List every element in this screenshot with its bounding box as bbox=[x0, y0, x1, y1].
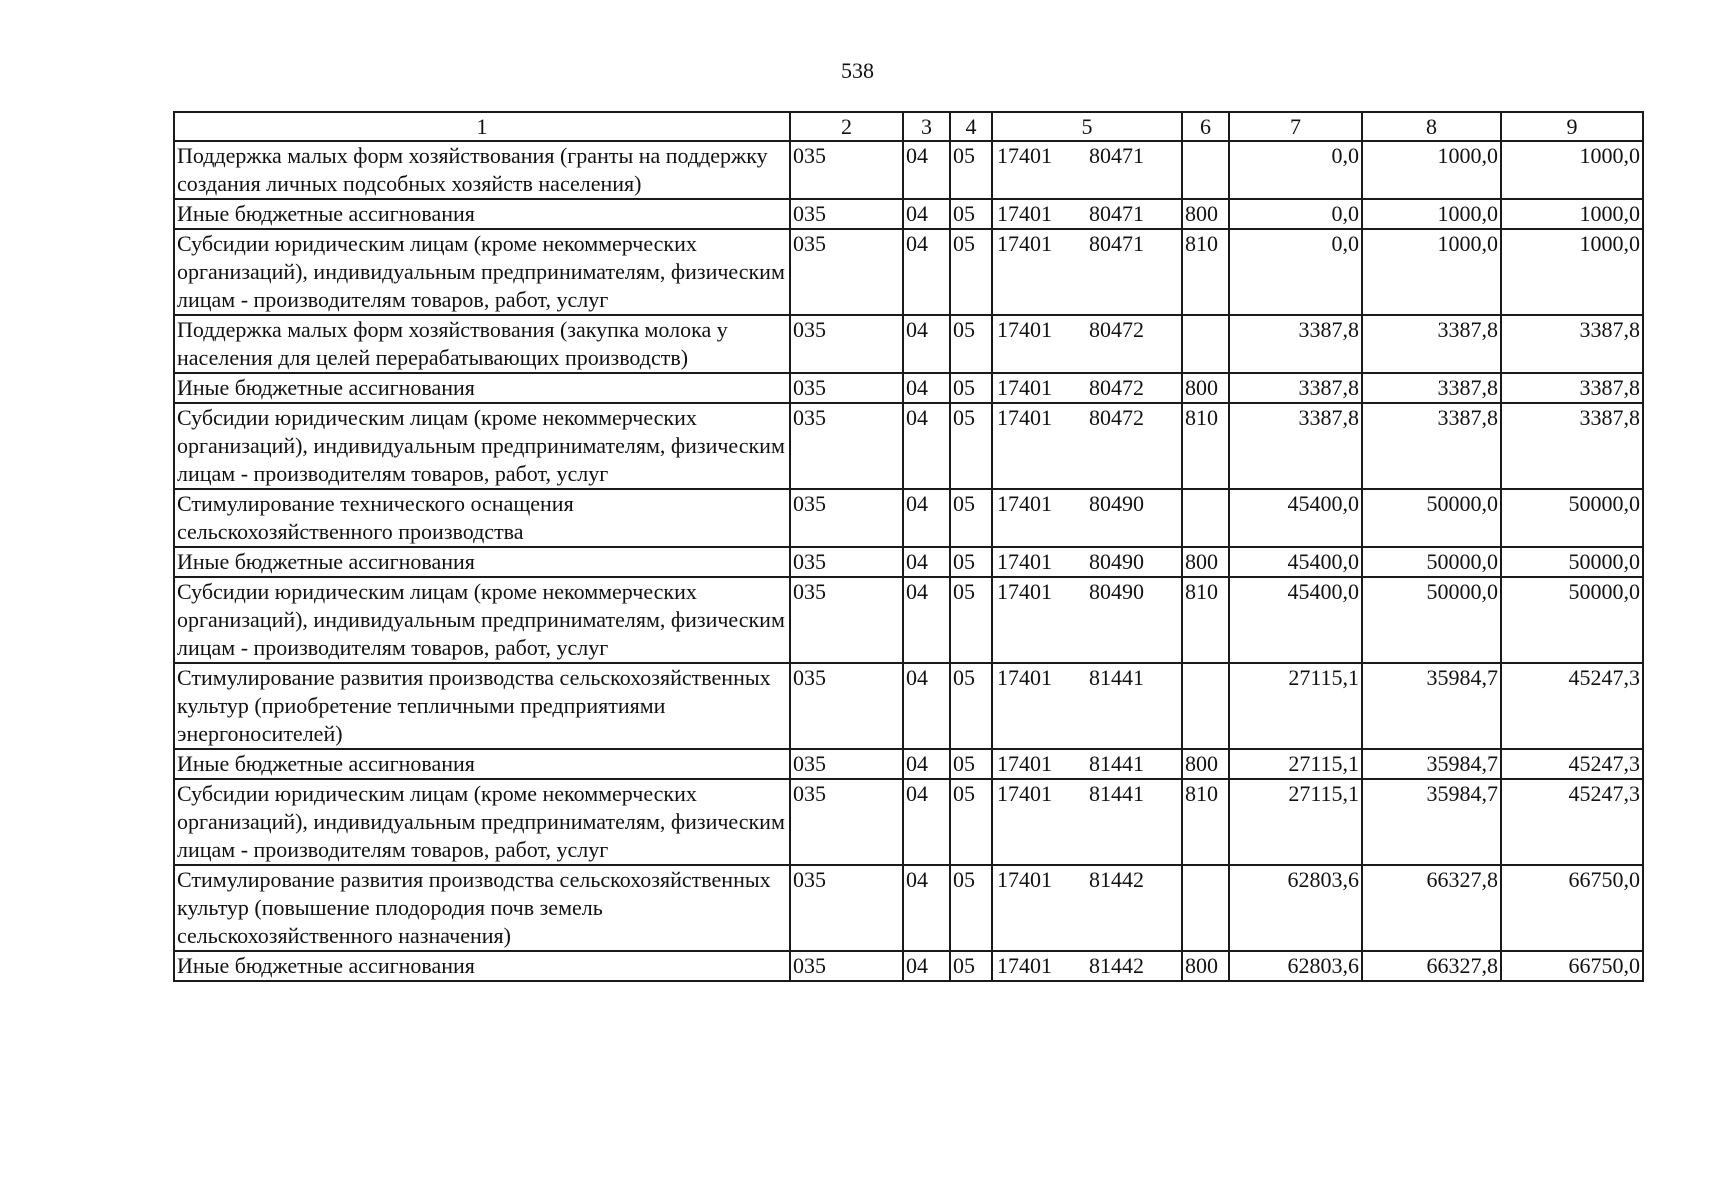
amount-col7: 0,0 bbox=[1229, 229, 1362, 315]
row-name: Стимулирование технического оснащения сельскохозяйственного производства bbox=[174, 489, 790, 547]
amount-col9: 50000,0 bbox=[1501, 547, 1643, 577]
table-row bbox=[174, 547, 1643, 577]
amount-col8: 50000,0 bbox=[1362, 577, 1501, 663]
header-cell: 6 bbox=[1182, 112, 1229, 141]
target-article-part1: 17401 bbox=[997, 201, 1052, 226]
table-row bbox=[174, 489, 1643, 547]
amount-col9: 3387,8 bbox=[1501, 315, 1643, 373]
subsection-code: 05 bbox=[950, 749, 992, 779]
target-article-part2: 81441 bbox=[1089, 781, 1144, 806]
row-name: Субсидии юридическим лицам (кроме некоммерческих организаций), индивидуальным предпринимателям, физическим лицам - производителям товаров, работ, услуг bbox=[174, 779, 790, 865]
table-row bbox=[174, 779, 1643, 865]
header-cell: 7 bbox=[1229, 112, 1362, 141]
expense-type-code: 800 bbox=[1182, 749, 1229, 779]
subsection-code: 05 bbox=[950, 403, 992, 489]
subsection-code: 05 bbox=[950, 577, 992, 663]
row-name: Субсидии юридическим лицам (кроме некоммерческих организаций), индивидуальным предпринимателям, физическим лицам - производителям товаров, работ, услуг bbox=[174, 577, 790, 663]
amount-col9: 66750,0 bbox=[1501, 951, 1643, 981]
expense-type-code: 800 bbox=[1182, 951, 1229, 981]
subsection-code: 05 bbox=[950, 865, 992, 951]
header-row bbox=[174, 112, 1643, 141]
expense-type-code: 810 bbox=[1182, 403, 1229, 489]
section-code: 04 bbox=[903, 489, 950, 547]
expense-type-code bbox=[1182, 315, 1229, 373]
target-article-part1: 17401 bbox=[997, 867, 1052, 892]
target-article-code bbox=[992, 749, 1182, 779]
section-code: 04 bbox=[903, 403, 950, 489]
amount-col9: 3387,8 bbox=[1501, 403, 1643, 489]
amount-col9: 1000,0 bbox=[1501, 229, 1643, 315]
amount-col7: 3387,8 bbox=[1229, 373, 1362, 403]
expense-type-code bbox=[1182, 865, 1229, 951]
table-row bbox=[174, 951, 1643, 981]
table-row bbox=[174, 865, 1643, 951]
ministry-code: 035 bbox=[790, 141, 903, 199]
row-name: Иные бюджетные ассигнования bbox=[174, 373, 790, 403]
header-cell: 5 bbox=[992, 112, 1182, 141]
table-row bbox=[174, 403, 1643, 489]
row-name: Поддержка малых форм хозяйствования (закупка молока у населения для целей перерабатывающих производств) bbox=[174, 315, 790, 373]
ministry-code: 035 bbox=[790, 577, 903, 663]
target-article-part1: 17401 bbox=[997, 375, 1052, 400]
amount-col8: 35984,7 bbox=[1362, 779, 1501, 865]
expense-type-code: 800 bbox=[1182, 373, 1229, 403]
target-article-part1: 17401 bbox=[997, 549, 1052, 574]
amount-col7: 27115,1 bbox=[1229, 749, 1362, 779]
amount-col9: 45247,3 bbox=[1501, 779, 1643, 865]
amount-col7: 0,0 bbox=[1229, 199, 1362, 229]
target-article-part2: 80471 bbox=[1089, 201, 1144, 226]
section-code: 04 bbox=[903, 577, 950, 663]
amount-col8: 3387,8 bbox=[1362, 403, 1501, 489]
ministry-code: 035 bbox=[790, 403, 903, 489]
subsection-code: 05 bbox=[950, 489, 992, 547]
row-name: Субсидии юридическим лицам (кроме некоммерческих организаций), индивидуальным предпринимателям, физическим лицам - производителям товаров, работ, услуг bbox=[174, 403, 790, 489]
amount-col7: 0,0 bbox=[1229, 141, 1362, 199]
amount-col9: 3387,8 bbox=[1501, 373, 1643, 403]
table-row bbox=[174, 663, 1643, 749]
subsection-code: 05 bbox=[950, 141, 992, 199]
target-article-code bbox=[992, 865, 1182, 951]
expense-type-code: 810 bbox=[1182, 229, 1229, 315]
amount-col8: 3387,8 bbox=[1362, 373, 1501, 403]
section-code: 04 bbox=[903, 663, 950, 749]
header-cell: 2 bbox=[790, 112, 903, 141]
table-row bbox=[174, 749, 1643, 779]
header-cell: 8 bbox=[1362, 112, 1501, 141]
section-code: 04 bbox=[903, 229, 950, 315]
target-article-part1: 17401 bbox=[997, 317, 1052, 342]
target-article-part2: 81442 bbox=[1089, 953, 1144, 978]
amount-col8: 66327,8 bbox=[1362, 865, 1501, 951]
amount-col9: 45247,3 bbox=[1501, 663, 1643, 749]
amount-col9: 1000,0 bbox=[1501, 141, 1643, 199]
subsection-code: 05 bbox=[950, 199, 992, 229]
target-article-part1: 17401 bbox=[997, 953, 1052, 978]
expense-type-code: 800 bbox=[1182, 199, 1229, 229]
header-cell: 9 bbox=[1501, 112, 1643, 141]
section-code: 04 bbox=[903, 141, 950, 199]
target-article-part1: 17401 bbox=[997, 143, 1052, 168]
target-article-part2: 80472 bbox=[1089, 375, 1144, 400]
target-article-part2: 80472 bbox=[1089, 317, 1144, 342]
ministry-code: 035 bbox=[790, 229, 903, 315]
section-code: 04 bbox=[903, 373, 950, 403]
amount-col9: 45247,3 bbox=[1501, 749, 1643, 779]
section-code: 04 bbox=[903, 547, 950, 577]
target-article-part1: 17401 bbox=[997, 665, 1052, 690]
ministry-code: 035 bbox=[790, 749, 903, 779]
section-code: 04 bbox=[903, 951, 950, 981]
section-code: 04 bbox=[903, 779, 950, 865]
table-row bbox=[174, 577, 1643, 663]
expense-type-code: 810 bbox=[1182, 577, 1229, 663]
target-article-part1: 17401 bbox=[997, 781, 1052, 806]
row-name: Стимулирование развития производства сельскохозяйственных культур (повышение плодородия почв земель сельскохозяйственного назначения) bbox=[174, 865, 790, 951]
row-name: Иные бюджетные ассигнования bbox=[174, 749, 790, 779]
ministry-code: 035 bbox=[790, 663, 903, 749]
row-name: Субсидии юридическим лицам (кроме некоммерческих организаций), индивидуальным предпринимателям, физическим лицам - производителям товаров, работ, услуг bbox=[174, 229, 790, 315]
subsection-code: 05 bbox=[950, 315, 992, 373]
target-article-part2: 80490 bbox=[1089, 579, 1144, 604]
ministry-code: 035 bbox=[790, 547, 903, 577]
target-article-part2: 81441 bbox=[1089, 665, 1144, 690]
header-cell: 1 bbox=[174, 112, 790, 141]
amount-col8: 1000,0 bbox=[1362, 199, 1501, 229]
target-article-part2: 80490 bbox=[1089, 549, 1144, 574]
amount-col8: 50000,0 bbox=[1362, 489, 1501, 547]
target-article-part2: 80490 bbox=[1089, 491, 1144, 516]
amount-col7: 45400,0 bbox=[1229, 547, 1362, 577]
header-cell: 4 bbox=[950, 112, 992, 141]
target-article-code bbox=[992, 779, 1182, 865]
amount-col8: 66327,8 bbox=[1362, 951, 1501, 981]
amount-col9: 50000,0 bbox=[1501, 489, 1643, 547]
target-article-code bbox=[992, 489, 1182, 547]
amount-col8: 3387,8 bbox=[1362, 315, 1501, 373]
expense-type-code bbox=[1182, 663, 1229, 749]
ministry-code: 035 bbox=[790, 199, 903, 229]
amount-col7: 27115,1 bbox=[1229, 663, 1362, 749]
target-article-code bbox=[992, 663, 1182, 749]
budget-table bbox=[173, 111, 1644, 982]
table-row bbox=[174, 141, 1643, 199]
amount-col7: 3387,8 bbox=[1229, 403, 1362, 489]
table-row bbox=[174, 229, 1643, 315]
section-code: 04 bbox=[903, 865, 950, 951]
expense-type-code: 800 bbox=[1182, 547, 1229, 577]
amount-col9: 50000,0 bbox=[1501, 577, 1643, 663]
subsection-code: 05 bbox=[950, 229, 992, 315]
amount-col9: 66750,0 bbox=[1501, 865, 1643, 951]
subsection-code: 05 bbox=[950, 779, 992, 865]
ministry-code: 035 bbox=[790, 489, 903, 547]
target-article-part1: 17401 bbox=[997, 491, 1052, 516]
target-article-part1: 17401 bbox=[997, 579, 1052, 604]
ministry-code: 035 bbox=[790, 373, 903, 403]
subsection-code: 05 bbox=[950, 951, 992, 981]
ministry-code: 035 bbox=[790, 779, 903, 865]
amount-col8: 35984,7 bbox=[1362, 749, 1501, 779]
amount-col8: 35984,7 bbox=[1362, 663, 1501, 749]
amount-col8: 1000,0 bbox=[1362, 141, 1501, 199]
target-article-part1: 17401 bbox=[997, 231, 1052, 256]
subsection-code: 05 bbox=[950, 547, 992, 577]
target-article-part2: 80471 bbox=[1089, 143, 1144, 168]
target-article-code bbox=[992, 951, 1182, 981]
amount-col7: 45400,0 bbox=[1229, 577, 1362, 663]
target-article-code bbox=[992, 315, 1182, 373]
amount-col8: 50000,0 bbox=[1362, 547, 1501, 577]
target-article-code bbox=[992, 403, 1182, 489]
table-row bbox=[174, 199, 1643, 229]
target-article-code bbox=[992, 547, 1182, 577]
amount-col7: 45400,0 bbox=[1229, 489, 1362, 547]
ministry-code: 035 bbox=[790, 315, 903, 373]
table-row bbox=[174, 315, 1643, 373]
target-article-part2: 81442 bbox=[1089, 867, 1144, 892]
row-name: Поддержка малых форм хозяйствования (гранты на поддержку создания личных подсобных хозяйств населения) bbox=[174, 141, 790, 199]
expense-type-code bbox=[1182, 141, 1229, 199]
target-article-part2: 80472 bbox=[1089, 405, 1144, 430]
target-article-code bbox=[992, 229, 1182, 315]
row-name: Иные бюджетные ассигнования bbox=[174, 951, 790, 981]
target-article-part1: 17401 bbox=[997, 751, 1052, 776]
amount-col8: 1000,0 bbox=[1362, 229, 1501, 315]
target-article-part2: 81441 bbox=[1089, 751, 1144, 776]
row-name: Иные бюджетные ассигнования bbox=[174, 199, 790, 229]
row-name: Стимулирование развития производства сельскохозяйственных культур (приобретение тепличными предприятиями энергоносителей) bbox=[174, 663, 790, 749]
amount-col9: 1000,0 bbox=[1501, 199, 1643, 229]
expense-type-code bbox=[1182, 489, 1229, 547]
page-number: 538 bbox=[841, 58, 874, 83]
header-cell: 3 bbox=[903, 112, 950, 141]
subsection-code: 05 bbox=[950, 663, 992, 749]
amount-col7: 3387,8 bbox=[1229, 315, 1362, 373]
row-name: Иные бюджетные ассигнования bbox=[174, 547, 790, 577]
expense-type-code: 810 bbox=[1182, 779, 1229, 865]
target-article-code bbox=[992, 199, 1182, 229]
target-article-part1: 17401 bbox=[997, 405, 1052, 430]
amount-col7: 27115,1 bbox=[1229, 779, 1362, 865]
target-article-code bbox=[992, 577, 1182, 663]
target-article-part2: 80471 bbox=[1089, 231, 1144, 256]
target-article-code bbox=[992, 373, 1182, 403]
target-article-code bbox=[992, 141, 1182, 199]
amount-col7: 62803,6 bbox=[1229, 865, 1362, 951]
section-code: 04 bbox=[903, 199, 950, 229]
table-row bbox=[174, 373, 1643, 403]
amount-col7: 62803,6 bbox=[1229, 951, 1362, 981]
subsection-code: 05 bbox=[950, 373, 992, 403]
ministry-code: 035 bbox=[790, 951, 903, 981]
ministry-code: 035 bbox=[790, 865, 903, 951]
section-code: 04 bbox=[903, 749, 950, 779]
table-body bbox=[174, 141, 1643, 981]
section-code: 04 bbox=[903, 315, 950, 373]
